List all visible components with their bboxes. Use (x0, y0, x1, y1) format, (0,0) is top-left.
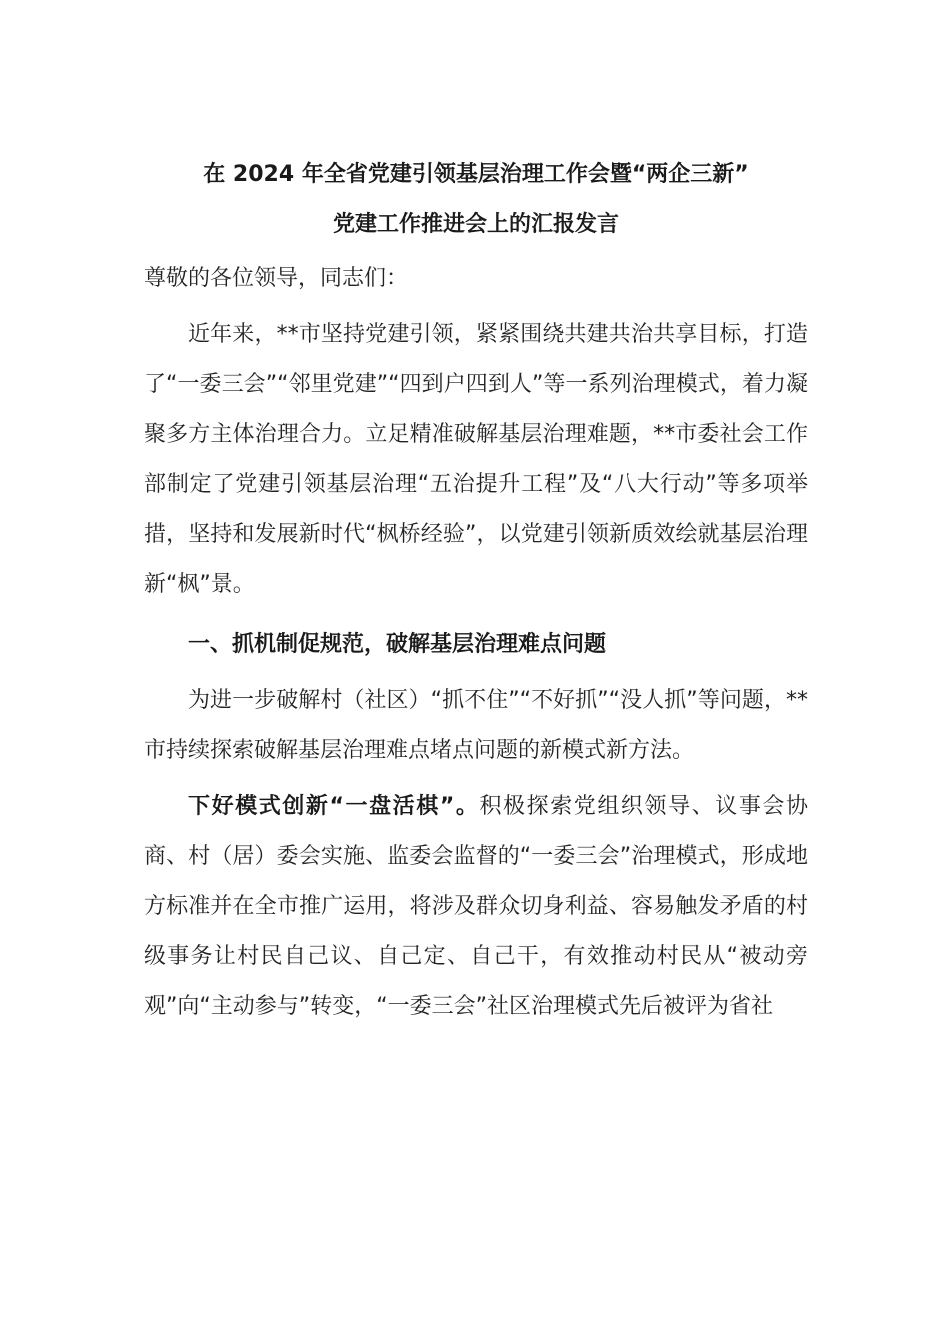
item-1-lead: 下好模式创新“一盘活棋”。 (188, 794, 480, 819)
item-1-body: 积极探索党组织领导、议事会协商、村（居）委会实施、监委会监督的“一委三会”治理模式，形成地方标准并在全市推广运用，将涉及群众切身利益、容易触发矛盾的村级事务让村民自己议、自己定、自己干，有效推动村民从“被动旁观”向“主动参与”转变，“一委三会”社区治理模式先后被评为省社 (144, 794, 808, 1019)
section-1-paragraph: 为进一步破解村（社区）“抓不住”“不好抓”“没人抓”等问题，**市持续探索破解基层治理难点堵点问题的新模式新方法。 (144, 688, 808, 763)
document-body (144, 150, 808, 1032)
intro-paragraph: 近年来，**市坚持党建引领，紧紧围绕共建共治共享目标，打造了“一委三会”“邻里党建”“四到户四到人”等一系列治理模式，着力凝聚多方主体治理合力。立足精准破解基层治理难题，**市委社会工作部制定了党建引领基层治理“五治提升工程”及“八大行动”等多项举措，坚持和发展新时代“枫桥经验”，以党建引领新质效绘就基层治理新“枫”景。 (144, 322, 808, 597)
salutation: 尊敬的各位领导，同志们： (144, 266, 409, 291)
title-line-1: 在 2024 年全省党建引领基层治理工作会暨“两企三新” (203, 162, 749, 187)
section-1-heading: 一、抓机制促规范，破解基层治理难点问题 (188, 632, 607, 657)
title-line-2: 党建工作推进会上的汇报发言 (332, 212, 619, 237)
document-title (144, 150, 808, 250)
item-1-paragraph (144, 782, 808, 1032)
